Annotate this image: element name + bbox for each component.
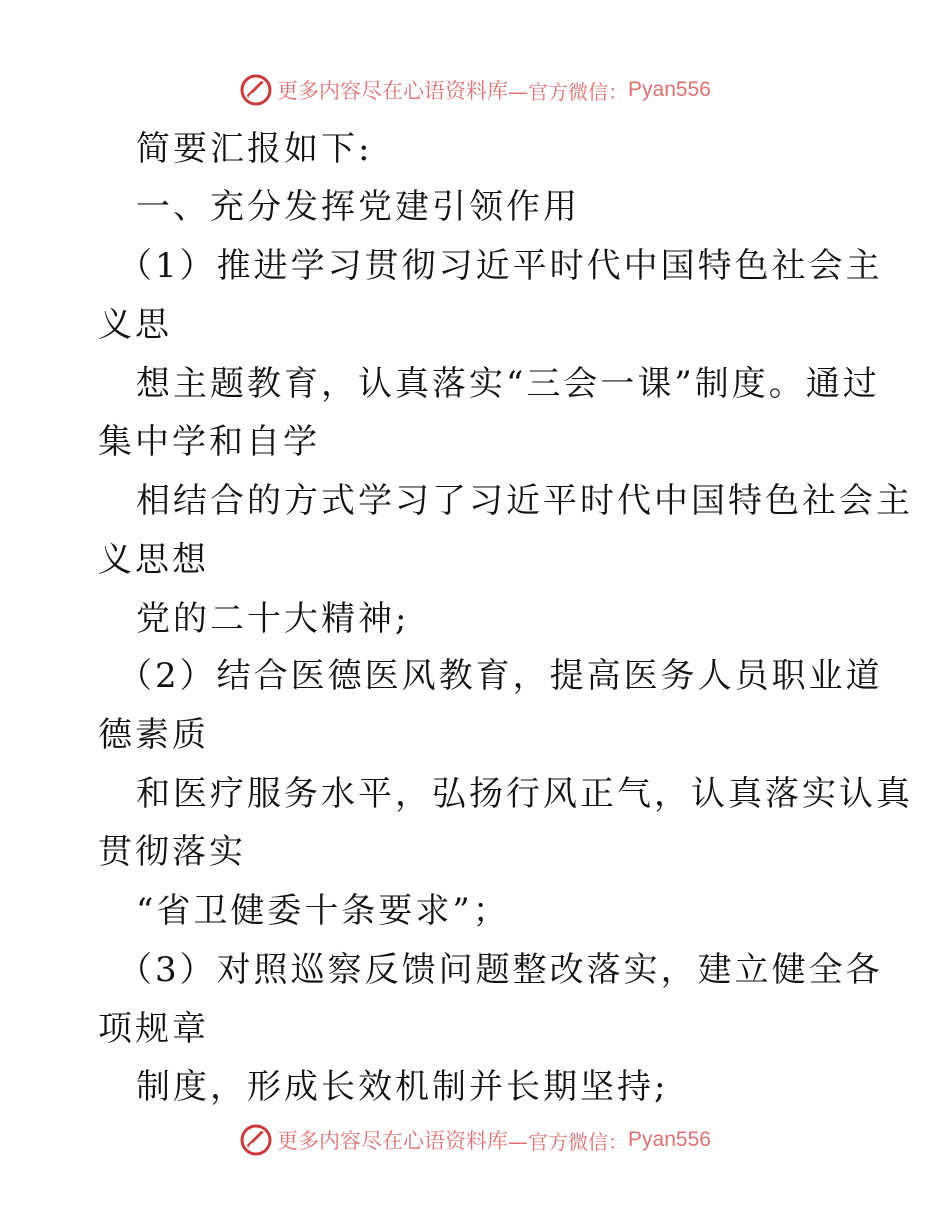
watermark-separator: —官方微信：: [508, 79, 629, 104]
text-line: 简要汇报如下:: [136, 129, 373, 169]
text-line: 贯彻落实: [98, 832, 246, 872]
header-watermark: [0, 70, 950, 110]
watermark-text: 更多内容尽在心语资料库: [277, 79, 509, 103]
text-line: 义思想: [98, 540, 209, 580]
watermark-separator: —官方微信：: [508, 1129, 629, 1154]
text-line: “省卫健委十条要求”；: [136, 891, 510, 931]
text-line: 相结合的方式学习了习近平时代中国特色社会主: [136, 481, 913, 521]
text-line: 德素质: [98, 715, 209, 755]
text-line: 党的二十大精神;: [136, 599, 410, 639]
text-line: 制度，形成长效机制并长期坚持;: [136, 1067, 669, 1107]
text-line: （1）推进学习贯彻习近平时代中国特色社会主: [118, 246, 883, 286]
text-line: 集中学和自学: [98, 422, 320, 462]
quill-emblem-icon: [239, 73, 273, 107]
watermark-account: Pyan556: [628, 78, 711, 101]
text-line: 想主题教育，认真落实“三会一课”制度。通过: [136, 364, 880, 404]
footer-watermark: [0, 1120, 950, 1160]
text-line: 项规章: [98, 1009, 209, 1049]
text-line: 和医疗服务水平，弘扬行风正气，认真落实认真: [136, 774, 913, 814]
watermark-text: 更多内容尽在心语资料库: [277, 1129, 509, 1153]
text-line: 义思: [98, 305, 172, 345]
watermark-account: Pyan556: [628, 1128, 711, 1151]
text-line: （3）对照巡察反馈问题整改落实，建立健全各: [118, 950, 883, 990]
text-line: （2）结合医德医风教育，提高医务人员职业道: [118, 656, 883, 696]
section-heading: 一、充分发挥党建引领作用: [136, 187, 580, 227]
quill-emblem-icon: [239, 1123, 273, 1157]
